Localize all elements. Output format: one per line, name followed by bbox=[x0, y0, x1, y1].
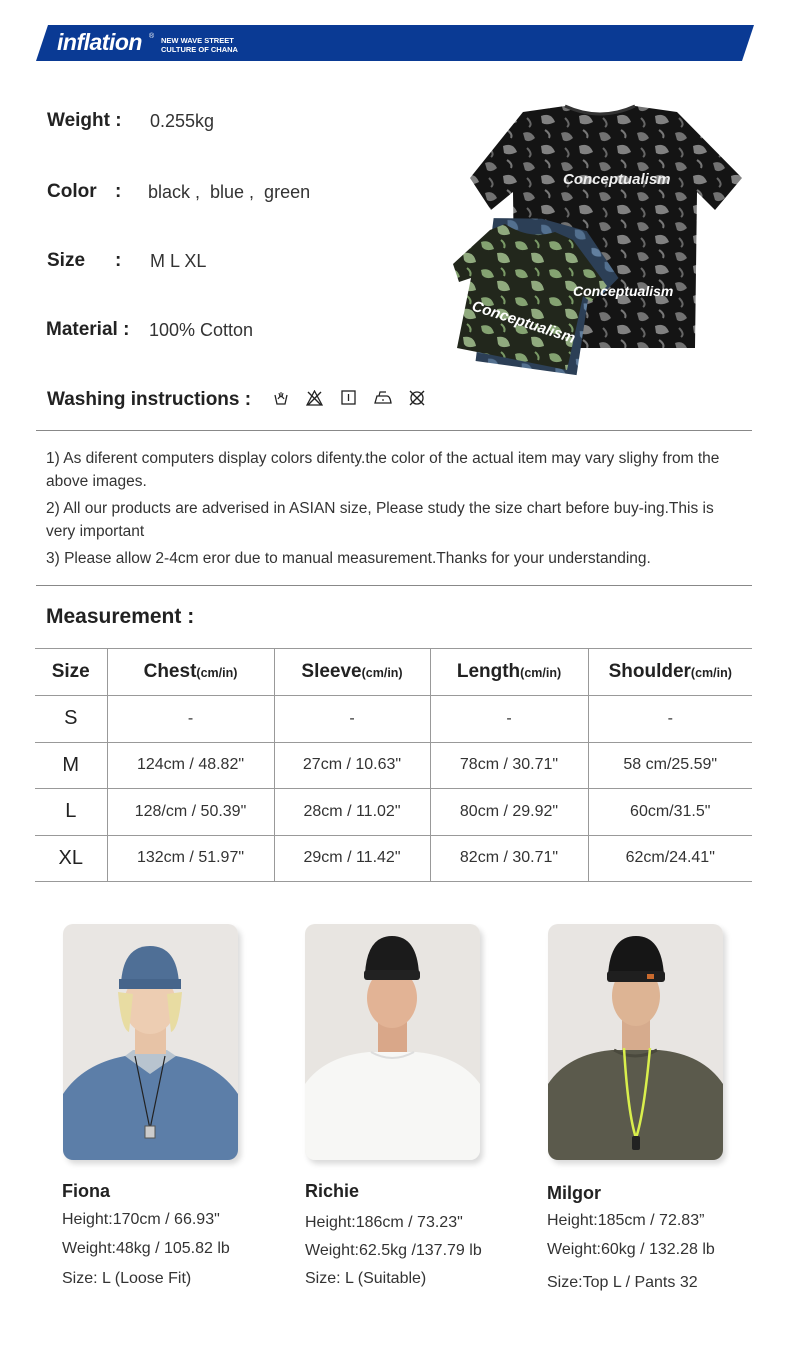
model-size-milgor: Size:Top L / Pants 32 bbox=[547, 1274, 698, 1291]
divider-bottom bbox=[36, 585, 752, 586]
model-weight-fiona: Weight:48kg / 105.82 lb bbox=[62, 1240, 230, 1257]
header-length: Length(cm/in) bbox=[430, 649, 588, 696]
black-tshirt-print: Conceptualism bbox=[563, 171, 671, 188]
table-row bbox=[35, 835, 752, 882]
size-label: Size bbox=[47, 250, 86, 271]
cell-shoulder: - bbox=[588, 696, 752, 743]
brand-tagline bbox=[161, 36, 238, 54]
tagline-line-1: NEW WAVE STREET bbox=[161, 36, 234, 45]
cell-sleeve: 29cm / 11.42" bbox=[274, 835, 430, 882]
note-3: 3) Please allow 2-4cm eror due to manual measurement.Thanks for your understanding. bbox=[46, 550, 651, 567]
model-photo-fiona bbox=[63, 924, 238, 1160]
color-colon: : bbox=[115, 181, 122, 202]
cell-length: - bbox=[430, 696, 588, 743]
cell-size: M bbox=[35, 742, 107, 789]
cell-sleeve: 27cm / 10.63" bbox=[274, 742, 430, 789]
header-chest: Chest(cm/in) bbox=[107, 649, 274, 696]
cell-size: S bbox=[35, 696, 107, 743]
cell-size: XL bbox=[35, 835, 107, 882]
model-name-fiona: Fiona bbox=[62, 1181, 110, 1201]
cell-sleeve: - bbox=[274, 696, 430, 743]
cell-length: 78cm / 30.71" bbox=[430, 742, 588, 789]
green-tshirt-print: Conceptualism bbox=[469, 297, 578, 348]
model-photo-milgor bbox=[548, 924, 723, 1160]
hand-wash-icon bbox=[273, 390, 289, 406]
model-weight-milgor: Weight:60kg / 132.28 lb bbox=[547, 1241, 715, 1258]
model-weight-richie: Weight:62.5kg /137.79 lb bbox=[305, 1242, 482, 1259]
size-value: M L XL bbox=[150, 251, 207, 271]
cell-length: 82cm / 30.71" bbox=[430, 835, 588, 882]
note-1: 1) As diferent computers display colors difenty.the color of the actual item may vary slighy from the above images. bbox=[46, 450, 720, 490]
note-2: 2) All our products are adverised in ASIAN size, Please study the size chart before buy-ing.This is very important bbox=[46, 500, 714, 540]
color-label: Color bbox=[47, 181, 97, 202]
table-row bbox=[35, 696, 752, 743]
cell-shoulder: 60cm/31.5" bbox=[588, 789, 752, 836]
tagline-line-2: CULTURE OF CHANA bbox=[161, 45, 238, 54]
model-height-richie: Height:186cm / 73.23" bbox=[305, 1214, 463, 1231]
cell-size: L bbox=[35, 789, 107, 836]
model-name-richie: Richie bbox=[305, 1181, 360, 1201]
color-value: black , blue , green bbox=[148, 182, 311, 202]
material-value: 100% Cotton bbox=[149, 320, 254, 340]
iron-icon bbox=[374, 390, 392, 405]
cell-chest: 128/cm / 50.39" bbox=[107, 789, 274, 836]
brand-banner bbox=[36, 25, 754, 61]
washing-label: Washing instructions : bbox=[47, 389, 252, 410]
registered-mark: ® bbox=[149, 33, 155, 40]
divider-top bbox=[36, 430, 752, 431]
table-row bbox=[35, 742, 752, 789]
model-size-fiona: Size: L (Loose Fit) bbox=[62, 1270, 192, 1287]
measurement-title: Measurement : bbox=[46, 605, 195, 628]
model-height-fiona: Height:170cm / 66.93" bbox=[62, 1211, 220, 1228]
cell-chest: - bbox=[107, 696, 274, 743]
cell-shoulder: 62cm/24.41" bbox=[588, 835, 752, 882]
weight-label: Weight : bbox=[47, 110, 122, 131]
material-label: Material : bbox=[46, 319, 130, 340]
weight-value: 0.255kg bbox=[150, 111, 215, 131]
product-image bbox=[445, 98, 750, 383]
banner-background bbox=[36, 25, 754, 61]
cell-length: 80cm / 29.92" bbox=[430, 789, 588, 836]
table-row bbox=[35, 789, 752, 836]
header-shoulder: Shoulder(cm/in) bbox=[588, 649, 752, 696]
size-chart-table bbox=[35, 648, 752, 882]
cell-chest: 124cm / 48.82" bbox=[107, 742, 274, 789]
no-dry-clean-icon bbox=[409, 390, 425, 406]
blue-tshirt-print: Conceptualism bbox=[573, 283, 674, 299]
cell-shoulder: 58 cm/25.59" bbox=[588, 742, 752, 789]
model-height-milgor: Height:185cm / 72.83” bbox=[547, 1212, 705, 1229]
no-bleach-icon bbox=[306, 390, 323, 406]
model-size-richie: Size: L (Suitable) bbox=[305, 1270, 427, 1287]
cell-sleeve: 28cm / 11.02" bbox=[274, 789, 430, 836]
size-colon: : bbox=[115, 250, 122, 271]
table-header-row bbox=[35, 649, 752, 696]
cell-chest: 132cm / 51.97" bbox=[107, 835, 274, 882]
header-size: Size bbox=[35, 649, 107, 696]
tumble-dry-icon bbox=[341, 390, 356, 405]
brand-logo: inflation bbox=[57, 29, 142, 55]
header-sleeve: Sleeve(cm/in) bbox=[274, 649, 430, 696]
model-name-milgor: Milgor bbox=[547, 1183, 601, 1203]
model-photo-richie bbox=[305, 924, 480, 1160]
